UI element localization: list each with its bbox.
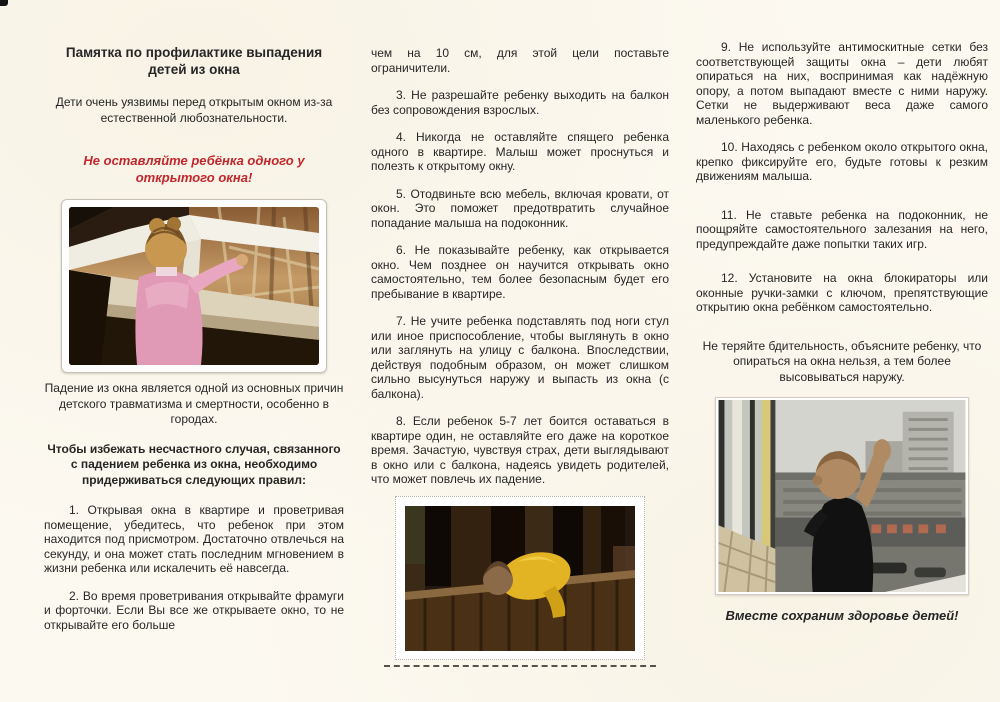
rule-3: 3. Не разрешайте ребенку выходить на балкон без сопровождения взрослых. (371, 88, 669, 117)
column-right (696, 40, 988, 624)
intro-text: Дети очень уязвимы перед открытым окном из-за естественной любознательности. (55, 95, 333, 125)
rule-2-end: чем на 10 см, для этой цели поставьте ограничители. (371, 46, 669, 75)
leaflet-title: Памятка по профилактике выпадения детей из окна (65, 45, 323, 77)
rule-1: 1. Открывая окна в квартире и проветривая помещение, убедитесь, что ребенок при этом находится под присмотром. Достаточно отвлечься на секунду, и она может стать последним мгновением в жизни ребенка или искалечить её навсегда. (44, 503, 344, 575)
photo-girl-at-window (61, 199, 327, 373)
rule-9: 9. Не используйте антимоскитные сетки без соответствующей защиты окна – дети любят опираться на них, воспринимая как надёжную опору, а потом выпадают вместе с ними наружу. Сетки не выдерживают веса даже самого маленького ребенка. (696, 40, 988, 127)
closing-advice: Не теряйте бдительность, объясните ребенку, что опираться на окна нельзя, а тем более высовываться наружу. (702, 338, 982, 384)
photo-child-on-balcony (395, 496, 645, 660)
rules-heading: Чтобы избежать несчастного случая, связанного с падением ребенка из окна, необходимо придерживаться следующих правил: (47, 441, 341, 487)
rule-10: 10. Находясь с ребенком около открытого окна, крепко фиксируйте его, будьте готовы к резким движениям малыша. (696, 140, 988, 183)
rule-8: 8. Если ребенок 5-7 лет боится оставаться в квартире один, не оставляйте его даже на короткое время. Зачастую, чувствуя страх, дети выглядывают в окно или с балкона, надеясь увидеть родителей, что может повлечь их падение. (371, 414, 669, 486)
rule-12: 12. Установите на окна блокираторы или оконные ручки-замки с ключом, препятствующие открытию окна ребёнком самостоятельно. (696, 271, 988, 314)
slogan: Вместе сохраним здоровье детей! (725, 608, 959, 623)
rule-2-start: 2. Во время проветривания открывайте фрамуги и форточки. Если Вы все же открываете окно, то не открывайте его больше (44, 588, 344, 632)
rule-6: 6. Не показывайте ребенку, как открывается окно. Чем позднее он научится открывать окно самостоятельно, тем более безопасным будет его пребывание в квартире. (371, 243, 669, 301)
column-middle (371, 46, 669, 660)
rule-5: 5. Отодвиньте всю мебель, включая кровати, от окон. Это поможет предотвратить случайное попадание малыша на подоконник. (371, 186, 669, 230)
warning-text: Не оставляйте ребёнка одного у открытого окна! (83, 153, 305, 185)
rule-11: 11. Не ставьте ребенка на подоконник, не поощряйте самостоятельного залезания на него, предупреждайте даже попытки таких игр. (696, 207, 988, 251)
photo-toddler-at-glass (715, 397, 969, 595)
scan-artifact (0, 0, 8, 6)
lead-fact: Падение из окна является одной из основных причин детского травматизма и смертности, особенно в городах. (44, 381, 344, 426)
rule-7: 7. Не учите ребенка подставлять под ноги стул или иное приспособление, чтобы выглянуть в окно или заглянуть на улицу с балкона. Впоследствии, действуя подобным образом, он может слишком сильно высунуться наружу и выпасть из окна (с балкона). (371, 314, 669, 401)
column-left (44, 44, 344, 632)
rule-4: 4. Никогда не оставляйте спящего ребенка одного в квартире. Малыш может проснуться и полезть к открытому окну. (371, 130, 669, 173)
